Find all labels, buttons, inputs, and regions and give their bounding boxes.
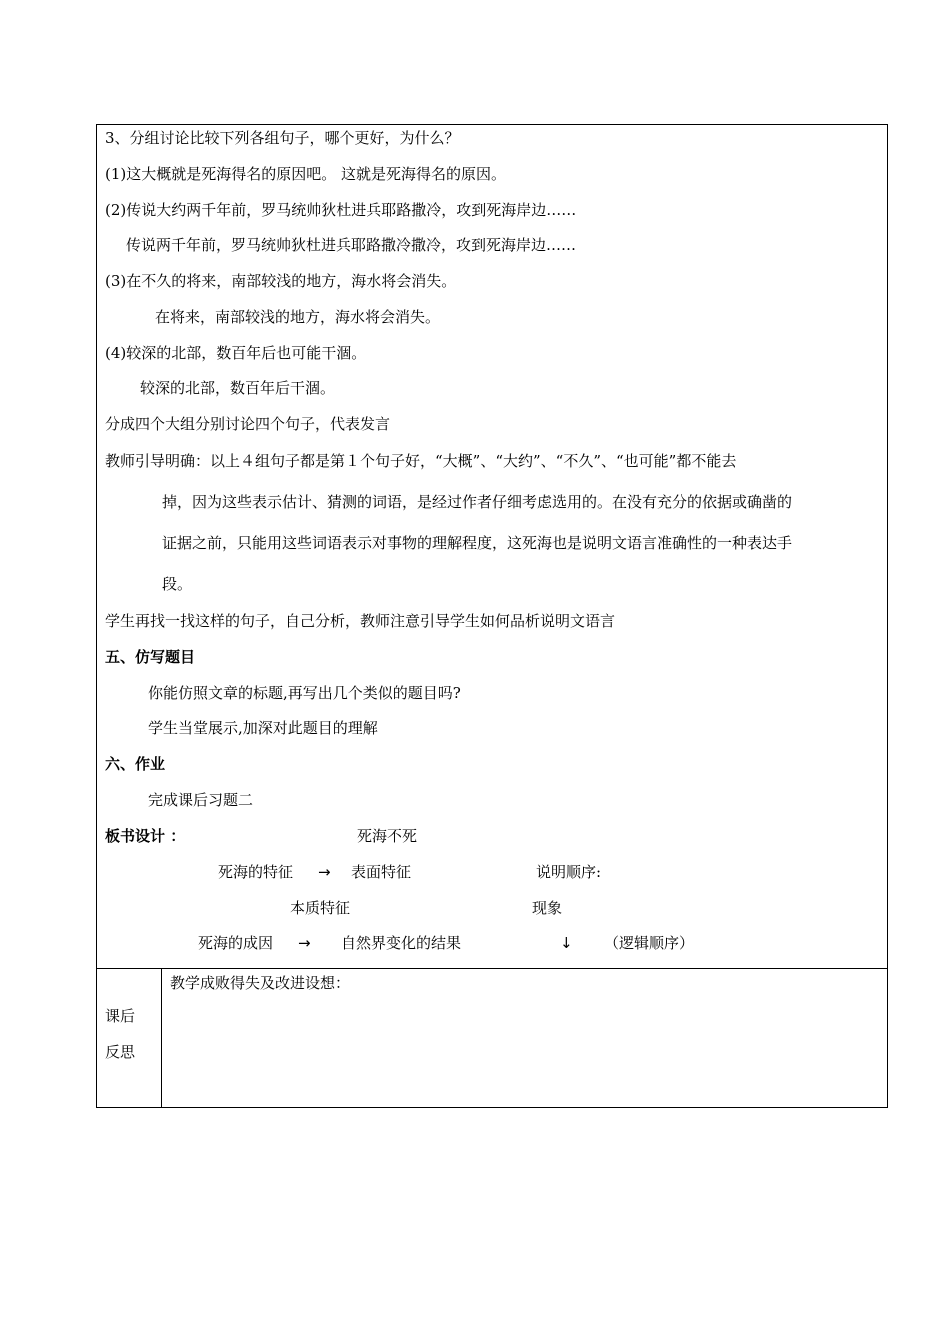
sentence-3b: 在将来，南部较浅的地方，海水将会消失。 [155,308,441,326]
board-feature: 死海的特征 [218,863,294,881]
board-order: 说明顺序: [536,863,602,881]
teacher-guidance-4: 段。 [162,575,193,593]
section-5-heading: 五、仿写题目 [105,648,196,666]
board-essence-feature: 本质特征 [290,899,351,917]
teacher-guidance-1: 教师引导明确：以上４组句子都是第１个句子好，“大概”、“大约”、“不久”、“也可能”都不能去 [105,452,737,470]
sentence-2a: (2)传说大约两千年前，罗马统帅狄杜进兵耶路撒冷，攻到死海岸边…… [105,201,577,219]
right-arrow-icon: → [318,863,331,881]
sentence-1: (1)这大概就是死海得名的原因吧。 这就是死海得名的原因。 [105,165,507,183]
section-5-line-1: 你能仿照文章的标题,再写出几个类似的题目吗? [148,684,461,702]
section-5-line-2: 学生当堂展示,加深对此题目的理解 [148,719,378,737]
board-result: 自然界变化的结果 [341,934,462,952]
reflection-label-1: 课后 [105,1007,136,1025]
sentence-4a: (4)较深的北部，数百年后也可能干涸。 [105,344,367,362]
column-divider [161,968,162,1108]
homework-line: 完成课后习题二 [148,791,254,809]
sentence-4b: 较深的北部，数百年后干涸。 [140,379,336,397]
board-phenomenon: 现象 [532,899,563,917]
right-arrow-icon: → [298,934,311,952]
down-arrow-icon: ↓ [560,934,573,952]
group-discussion: 分成四个大组分别讨论四个句子，代表发言 [105,415,391,433]
board-logic-order: （逻辑顺序） [604,934,695,952]
board-title: 死海不死 [357,827,418,845]
board-cause: 死海的成因 [198,934,274,952]
row-divider [96,968,888,969]
reflection-label-2: 反思 [105,1043,136,1061]
section-6-heading: 六、作业 [105,755,166,773]
board-surface-feature: 表面特征 [351,863,412,881]
student-activity: 学生再找一找这样的句子，自己分析，教师注意引导学生如何品析说明文语言 [105,612,616,630]
reflection-content: 教学成败得失及改进设想： [170,974,351,992]
teacher-guidance-2: 掉，因为这些表示估计、猜测的词语，是经过作者仔细考虑选用的。在没有充分的依据或确凿的 [162,493,793,511]
question-3: 3、分组讨论比较下列各组句子，哪个更好，为什么？ [105,129,460,147]
sentence-3a: (3)在不久的将来，南部较浅的地方，海水将会消失。 [105,272,457,290]
teacher-guidance-3: 证据之前，只能用这些词语表示对事物的理解程度，这死海也是说明文语言准确性的一种表达手 [162,534,793,552]
sentence-2b: 传说两千年前，罗马统帅狄杜进兵耶路撒冷撒冷，攻到死海岸边…… [126,236,577,254]
board-design-label: 板书设计 ： [105,827,186,845]
